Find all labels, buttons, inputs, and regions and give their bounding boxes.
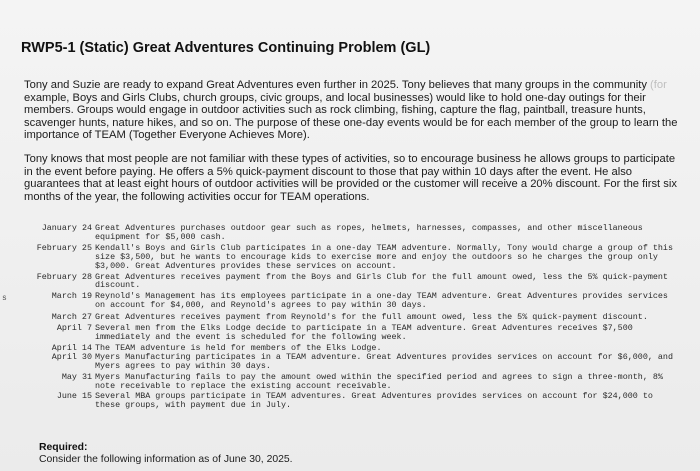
event-text: Myers Manufacturing participates in a TEAM adventure. Great Adventures provides services on account for $6,000, and Myers agrees to pay within 30 days.: [95, 351, 673, 371]
event-text: Several MBA groups participate in TEAM adventures. Great Adventures provides services on account for $24,000 to these groups, with payment due in July.: [95, 391, 653, 411]
margin-mark: s: [2, 294, 7, 303]
event-date: February 28: [36, 271, 92, 282]
event-text: Several men from the Elks Lodge decide to participate in a TEAM adventure. Great Adventures receives $7,500 immediately and the event is scheduled for the following week.: [95, 323, 633, 342]
event-date: April 30: [51, 351, 92, 362]
event-text: Reynold's Management has its employees participate in a one-day TEAM adventure. Great Adventures provides services on account for $4,000, and Reynold's agrees to pay within 30 days.: [95, 291, 668, 311]
event-row: [26, 224, 676, 242]
event-text: Great Adventures receives payment from Reynold's for the full amount owed, less the 5% quick-payment discount.: [95, 312, 648, 323]
event-date: May 31: [61, 371, 92, 382]
event-text: Kendall's Boys and Girls Club participates in a one-day TEAM adventure. Normally, Tony would charge a group of this size $3,500, but he wants to encourage kids to exercise more and enjoy the outdoors so he charges the group only $3,000. Great Adventures provides these services on account.: [95, 242, 673, 271]
event-date: April 14: [51, 342, 92, 353]
event-row: [26, 353, 676, 371]
event-row: [26, 244, 676, 271]
event-row: [26, 392, 676, 410]
event-text: Great Adventures purchases outdoor gear such as ropes, helmets, harnesses, compasses, and other miscellaneous equipment for $5,000 cash.: [95, 223, 643, 242]
page-title: RWP5-1 (Static) Great Adventures Continuing Problem (GL): [21, 40, 431, 56]
event-list: [26, 224, 676, 410]
intro-paragraph-text: Tony and Suzie are ready to expand Great Adventures even further in 2025. Tony believes that many groups in the community: [24, 79, 647, 91]
event-date: March 19: [51, 291, 92, 302]
required-text: Consider the following information as of June 30, 2025.: [39, 454, 293, 465]
intro-paragraph-faded-text: (for: [650, 79, 667, 91]
event-row: [26, 373, 676, 391]
event-row: [26, 324, 676, 342]
required-label: Required:: [39, 442, 88, 453]
intro-paragraph-continued: example, Boys and Girls Clubs, church groups, civic groups, and local businesses) would like to hold one-day outings for their members. Groups would engage in outdoor activities such as rock climbing, fishing, capture the flag, paintball, treasure hunts, scavenger hunts, nature hikes, and so on. The purpose of these one-day events would be for each member of the group to learn the importance of TEAM (Together Everyone Achieves More).: [24, 91, 678, 142]
event-text: Great Adventures receives payment from the Boys and Girls Club for the full amount owed, less the 5% quick-payment discount.: [95, 271, 668, 291]
event-row: [26, 292, 676, 310]
event-date: January 24: [41, 223, 92, 233]
event-date: June 15: [56, 391, 92, 402]
event-date: April 7: [56, 323, 92, 334]
event-date: February 25: [36, 242, 92, 253]
pricing-paragraph: Tony knows that most people are not familiar with these types of activities, so to encourage business he allows groups to participate in the event before paying. He offers a 5% quick-payment discount to those that pay within 10 days after the event. He also guarantees that at least eight hours of outdoor activities will be provided or the customer will receive a 20% discount. For the first six months of the year, the following activities occur for TEAM operations.: [24, 153, 677, 203]
intro-paragraph: [24, 79, 680, 142]
event-row: [26, 273, 676, 291]
event-row: [26, 313, 676, 322]
event-text: Myers Manufacturing fails to pay the amount owed within the specified period and agrees to sign a three-month, 8% note receivable to replace the existing account receivable.: [95, 371, 663, 391]
event-date: March 27: [51, 312, 92, 323]
event-text: The TEAM adventure is held for members of the Elks Lodge.: [95, 342, 382, 353]
